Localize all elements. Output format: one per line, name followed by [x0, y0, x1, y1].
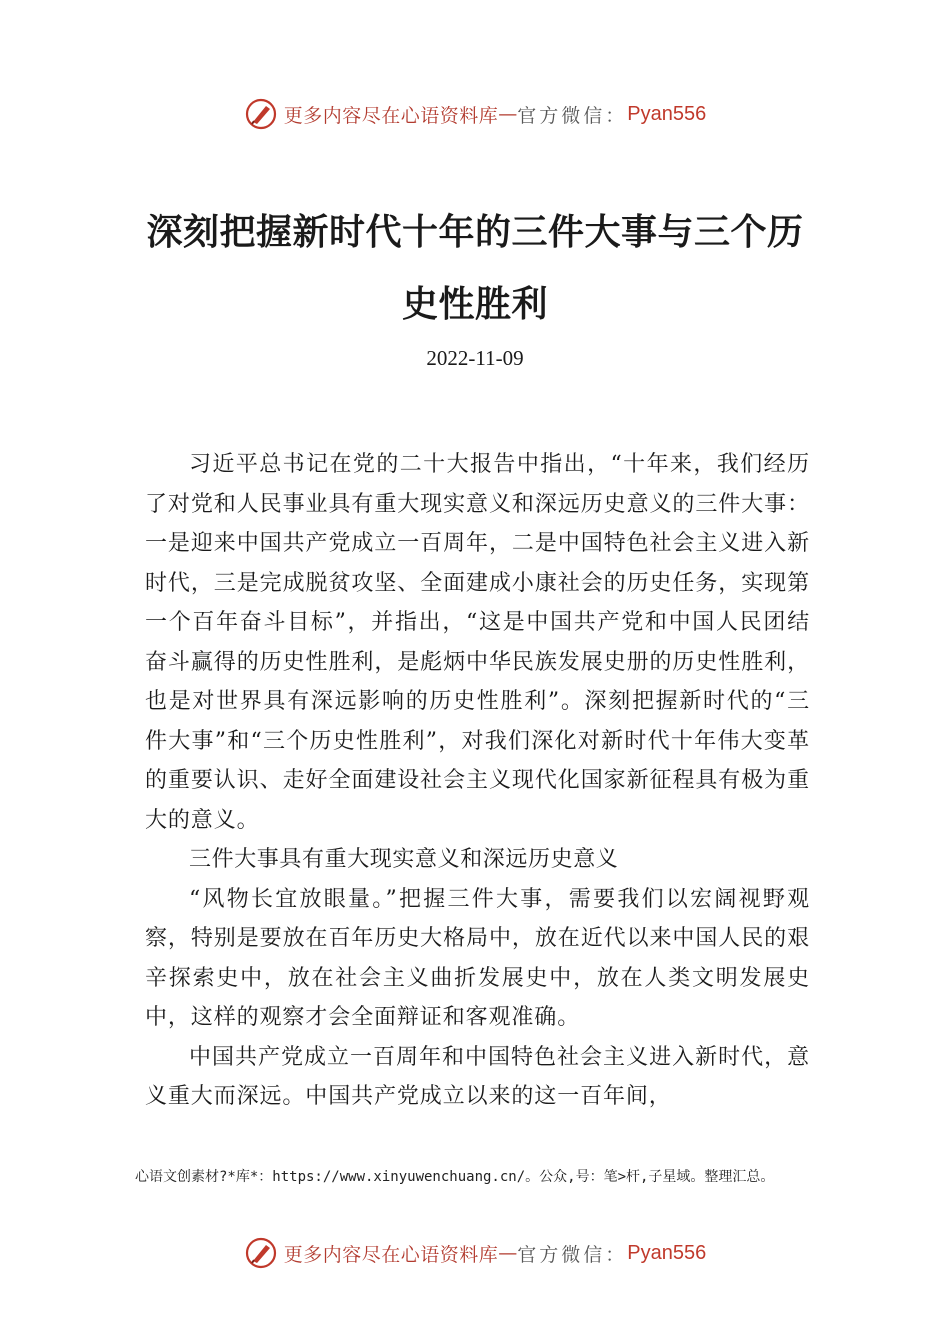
wechat-label: 官方微信： — [517, 1243, 628, 1266]
article-title: 深刻把握新时代十年的三件大事与三个历史性胜利 — [146, 211, 804, 325]
banner-dash: — — [498, 103, 518, 125]
paragraph: 中国共产党成立一百周年和中国特色社会主义进入新时代，意义重大而深远。中国共产党成立以来的这一百年间， — [145, 1044, 810, 1109]
paragraph: 习近平总书记在党的二十大报告中指出，“十年来，我们经历了对党和人民事业具有重大现实意义和深远历史意义的三件大事：一是迎来中国共产党成立一百周年，二是中国特色社会主义进入新时代，三是完成脱贫攻坚、全面建成小康社会的历史任务，实现第一个百年奋斗目标”，并指出，“这是中国共产党和中国人民团结奋斗赢得的历史性胜利，是彪炳中华民族发展史册的历史性胜利，也是对世界具有深远影响的历史性胜利”。深刻把握新时代的“三件大事”和“三个历史性胜利”，对我们深化对新时代十年伟大变革的重要认识、走好全面建设社会主义现代化国家新征程具有极为重大的意义。 — [145, 452, 810, 833]
brand-name: 更多内容尽在心语资料库 — [283, 1243, 499, 1266]
article-body — [145, 445, 810, 1117]
section-heading: 三件大事具有重大现实意义和深远历史意义 — [189, 847, 619, 872]
source-footnote: 心语文创素材?*库*：https://www.xinyuwenchuang.cn/。公众,号：笔>杆,子星域。整理汇总。 — [135, 1169, 775, 1185]
brand-name: 更多内容尽在心语资料库 — [283, 104, 499, 127]
quill-pen-logo-icon — [244, 97, 278, 131]
banner-dash: — — [498, 1242, 518, 1264]
wechat-id: Pyan556 — [627, 1241, 707, 1264]
quill-pen-logo-icon — [244, 1236, 278, 1270]
paragraph: “风物长宜放眼量。”把握三件大事，需要我们以宏阔视野观察，特别是要放在百年历史大格局中，放在近代以来中国人民的艰辛探索史中，放在社会主义曲折发展史中，放在人类文明发展史中，这样的观察才会全面辩证和客观准确。 — [145, 886, 810, 1030]
wechat-label: 官方微信： — [517, 104, 628, 127]
header-banner — [0, 94, 950, 134]
article-date: 2022-11-09 — [426, 346, 524, 370]
footer-banner — [0, 1233, 950, 1273]
wechat-id: Pyan556 — [627, 102, 707, 125]
